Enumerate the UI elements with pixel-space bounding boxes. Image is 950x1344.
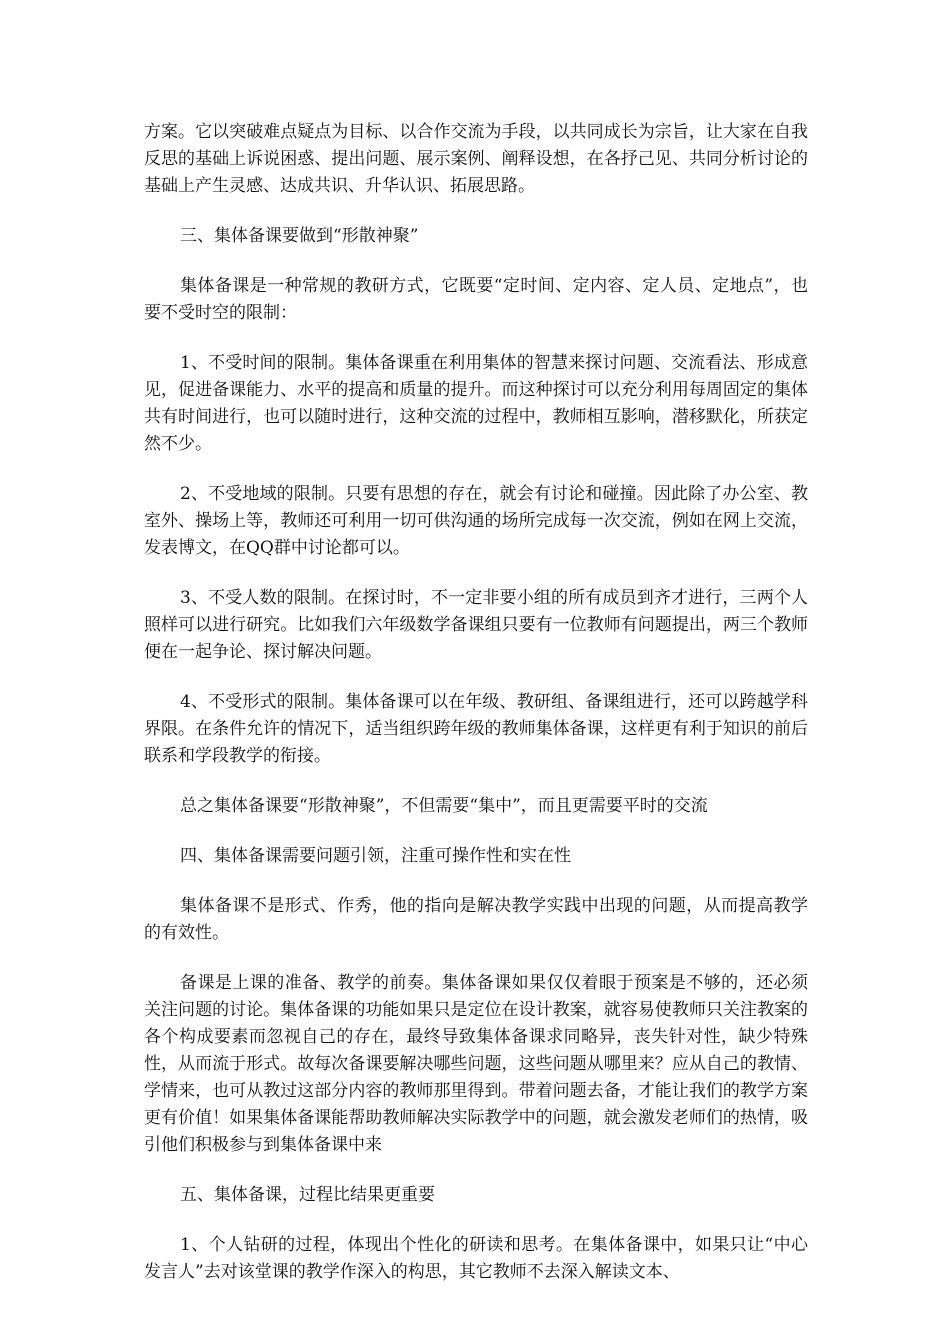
section-heading-5: 五、集体备课，过程比结果更重要 [180, 1185, 435, 1205]
document-body [144, 119, 808, 1309]
paragraph-continuation: 方案。它以突破难点疑点为目标、以合作交流为手段，以共同成长为宗旨，让大家在自我反思的基础上诉说困惑、提出问题、展示案例、阐释设想，在各抒己见、共同分析讨论的基础上产生灵感、达成共识、升华认识、拓展思路。 [144, 122, 808, 196]
section-heading-4: 四、集体备课需要问题引领，注重可操作性和实在性 [180, 846, 571, 866]
list-item-paragraph: 2、不受地域的限制。只要有思想的存在，就会有讨论和碰撞。因此除了办公室、教室外、操场上等，教师还可利用一切可供沟通的场所完成每一次交流，例如在网上交流，发表博文，在QQ群中讨论都可以。 [144, 484, 808, 558]
paragraph: 备课是上课的准备、教学的前奏。集体备课如果仅仅着眼于预案是不够的，还必须关注问题的讨论。集体备课的功能如果只是定位在设计教案，就容易使教师只关注教案的各个构成要素而忽视自己的存在，最终导致集体备课求同略异，丧失针对性，缺少特殊性，从而流于形式。故每次备课要解决哪些问题，这些问题从哪里来？应从自己的教情、学情来，也可从教过这部分内容的教师那里得到。带着问题去备，才能让我们的教学方案更有价值！如果集体备课能帮助教师解决实际教学中的问题，就会激发老师们的热情，吸引他们积极参与到集体备课中来 [144, 973, 808, 1155]
list-item-paragraph: 4、不受形式的限制。集体备课可以在年级、教研组、备课组进行，还可以跨越学科界限。在条件允许的情况下，适当组织跨年级的教师集体备课，这样更有利于知识的前后联系和学段教学的衔接。 [144, 692, 808, 766]
list-item-paragraph: 1、个人钻研的过程，体现出个性化的研读和思考。在集体备课中，如果只让“中心发言人”去对该堂课的教学作深入的构思，其它教师不去深入解读文本、 [144, 1235, 808, 1282]
paragraph-summary: 总之集体备课要“形散神聚”，不但需要“集中”，而且更需要平时的交流 [180, 796, 708, 816]
paragraph: 集体备课是一种常规的教研方式，它既要“定时间、定内容、定人员、定地点”，也要不受时空的限制： [144, 276, 808, 323]
list-item-paragraph: 3、不受人数的限制。在探讨时，不一定非要小组的所有成员到齐才进行，三两个人照样可以进行研究。比如我们六年级数学备课组只要有一位教师有问题提出，两三个教师便在一起争论、探讨解决问题。 [144, 588, 808, 662]
paragraph: 集体备课不是形式、作秀，他的指向是解决教学实践中出现的问题，从而提高教学的有效性。 [144, 896, 808, 943]
section-heading-3: 三、集体备课要做到“形散神聚” [180, 226, 419, 246]
list-item-paragraph: 1、不受时间的限制。集体备课重在利用集体的智慧来探讨问题、交流看法、形成意见，促进备课能力、水平的提高和质量的提升。而这种探讨可以充分利用每周固定的集体共有时间进行，也可以随时进行，这种交流的过程中，教师相互影响，潜移默化，所获定然不少。 [144, 353, 808, 454]
